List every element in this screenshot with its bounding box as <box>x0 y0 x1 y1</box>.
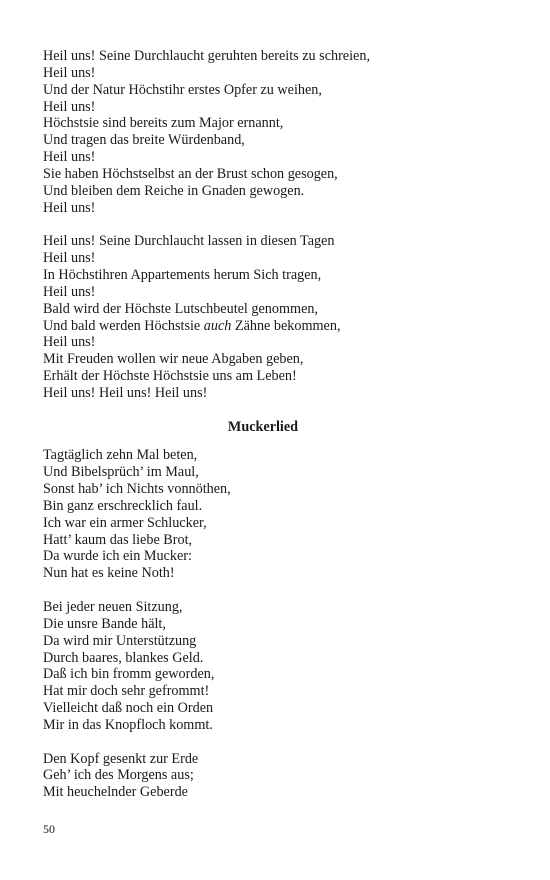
verse-line: Ich war ein armer Schlucker, <box>43 514 207 531</box>
verse-line: Hatt’ kaum das liebe Brot, <box>43 531 193 548</box>
verse-line: Bin ganz erschrecklich faul. <box>43 497 203 514</box>
verse-line: Höchstsie sind bereits zum Major ernannt, <box>43 115 284 132</box>
poem-muckerlied <box>43 447 483 801</box>
verse-line: Hat mir doch sehr gefrommt! <box>43 683 210 700</box>
stanza <box>43 751 483 802</box>
verse-line: Daß ich bin fromm geworden, <box>43 666 215 683</box>
verse-line: Und Bibelsprüch’ im Maul, <box>43 464 199 481</box>
poem-heil-uns <box>43 48 483 402</box>
verse-line: Und bleiben dem Reiche in Gnaden gewogen. <box>43 182 305 199</box>
verse-line: Bald wird der Höchste Lutschbeutel genommen, <box>43 300 319 317</box>
stanza <box>43 599 483 734</box>
stanza <box>43 447 483 582</box>
stanza <box>43 233 483 401</box>
verse-line: Heil uns! Heil uns! Heil uns! <box>43 384 208 401</box>
verse-line: Da wurde ich ein Mucker: <box>43 548 192 565</box>
verse-line: Sie haben Höchstselbst an der Brust schon gesogen, <box>43 165 338 182</box>
verse-line: In Höchstihren Appartements herum Sich tragen, <box>43 266 322 283</box>
verse-line: Sonst hab’ ich Nichts vonnöthen, <box>43 481 231 498</box>
verse-line: Heil uns! Seine Durchlaucht geruhten bereits zu schreien, <box>43 48 370 64</box>
verse-line: Bei jeder neuen Sitzung, <box>43 599 183 615</box>
page-number: 50 <box>43 822 55 836</box>
verse-line: Heil uns! <box>43 149 96 166</box>
verse-line: Heil uns! <box>43 283 96 300</box>
verse-line: Und der Natur Höchstihr erstes Opfer zu weihen, <box>43 81 322 98</box>
verse-line: Den Kopf gesenkt zur Erde <box>43 750 199 767</box>
verse-line: Vielleicht daß noch ein Orden <box>43 700 214 717</box>
verse-line: Heil uns! <box>43 98 96 115</box>
verse-line: Mit heuchelnder Geberde <box>43 784 188 801</box>
verse-line: Erhält der Höchste Höchstsie uns am Leben! <box>43 368 297 385</box>
verse-line: Heil uns! <box>43 250 96 267</box>
verse-line: Heil uns! Seine Durchlaucht lassen in diesen Tagen <box>43 233 335 250</box>
verse-line: Mit Freuden wollen wir neue Abgaben geben, <box>43 351 304 368</box>
verse-line: Und bald werden Höchstsie auch Zähne bekommen, <box>43 317 341 334</box>
verse-line: Mir in das Knopfloch kommt. <box>43 716 213 733</box>
verse-line: Heil uns! <box>43 199 96 216</box>
verse-line: Tagtäglich zehn Mal beten, <box>43 447 198 464</box>
book-page <box>43 48 483 801</box>
poem-title: Muckerlied <box>227 418 299 435</box>
verse-line: Und tragen das breite Würdenband, <box>43 132 245 149</box>
verse-line: Heil uns! <box>43 334 96 351</box>
stanza <box>43 48 483 216</box>
verse-line: Heil uns! <box>43 64 96 81</box>
verse-line: Nun hat es keine Noth! <box>43 565 175 582</box>
verse-line: Geh’ ich des Morgens aus; <box>43 767 194 784</box>
verse-line: Durch baares, blankes Geld. <box>43 649 204 666</box>
verse-line: Die unsre Bande hält, <box>43 615 166 632</box>
verse-line: Da wird mir Unterstützung <box>43 632 197 649</box>
